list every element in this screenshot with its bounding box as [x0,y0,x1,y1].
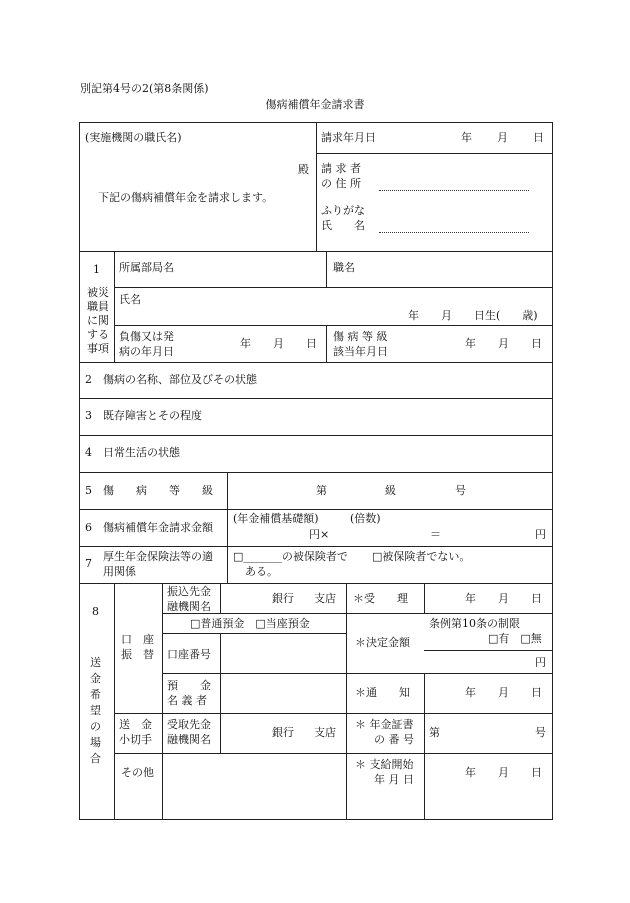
grade-date-label: 傷 病 等 級 [333,330,388,343]
divider [162,673,553,674]
dono: 殿 [298,163,309,176]
remittance-check-label: 送 金 [119,718,152,731]
bank-label: 融機関名 [167,600,211,613]
grade-date-label: 該当年月日 [333,345,388,358]
injury-date-label: 病の年月日 [119,345,174,358]
equals: ＝ [430,528,441,541]
divider [114,753,553,754]
branch-unit: 支店 [314,726,336,739]
section-number: 8 [92,605,99,618]
not-insured-option: □被保険者でない。 [372,550,471,563]
divider [79,509,553,510]
divider [220,713,221,753]
row6-label: 6 傷病補償年金請求金額 [85,521,213,534]
section8-vertical-label: 送金希望の場合 [90,656,101,765]
divider [79,472,553,473]
yen-unit: 円 [535,656,546,669]
divider [424,583,425,613]
payment-start-label: ＊ 支給開始 [355,758,414,771]
certificate-label: ＊ 年金証書 [355,718,414,731]
row4-label: 4 日常生活の状態 [85,446,180,459]
divider [79,435,553,436]
account-holder-label: 名 義 者 [167,694,207,707]
branch-unit: 支店 [314,592,336,605]
row7-label: 厚生年金保険法等の適 [103,550,213,563]
divider [162,613,553,614]
payment-start-label: 年 月 日 [374,773,414,786]
divider [79,251,553,252]
day-label: 日 [533,131,544,144]
row3-label: 3 既存障害とその程度 [85,409,202,422]
divider [114,583,115,820]
injury-date: 年 月 日 [240,337,317,350]
divider [424,650,553,651]
account-transfer-label: 口 座 [121,633,154,646]
address-line [379,190,529,191]
year-label: 年 [461,131,472,144]
certificate-label: の 番 号 [374,733,414,746]
recv-bank-label: 融機関名 [167,733,211,746]
grade-date: 年 月 日 [465,337,542,350]
receipt-date: 年 月 日 [465,592,542,605]
divider [79,583,553,584]
org-heading: (実施機関の職氏名) [85,131,182,144]
section-number: 1 [93,263,100,276]
account-number-label: 口座番号 [167,648,211,661]
row2-label: 2 傷病の名称、部位及びその状態 [85,373,257,386]
furigana-label: ふりがな [321,204,365,217]
divider [316,153,553,154]
divider [316,122,317,251]
name-line [379,232,529,233]
divider [162,583,163,820]
bank-unit: 銀行 [272,726,294,739]
divider [346,583,347,820]
form-title: 傷病補償年金請求書 [265,98,365,111]
yen-times: 円× [309,528,330,541]
divider [79,398,553,399]
decision-amount-label: ＊決定金額 [355,636,410,649]
insured-option: □_______の被保険者で [233,550,348,563]
divider [114,325,553,326]
deposit-type-options: □普通預金 □当座預金 [190,617,310,630]
insured-option-end: ある。 [245,565,278,578]
section1-vertical-label: 被災職員に関する事項 [87,286,109,355]
account-transfer-label: 振 替 [121,648,154,661]
bank-label: 振込先金 [167,585,211,598]
divider [424,673,425,820]
dept-label: 所属部局名 [119,261,174,274]
divider [162,633,346,634]
divider [114,713,553,714]
divider [227,472,228,583]
limit-label: 条例第10条の制限 [429,617,520,630]
injury-date-label: 負傷又は発 [119,330,174,343]
victim-name-label: 氏名 [119,293,141,306]
divider [220,633,221,673]
divider [114,251,115,362]
grade-dai: 第 [316,484,327,497]
other-label: その他 [121,766,154,779]
month-label: 月 [497,131,508,144]
remittance-check-label: 小切手 [119,733,152,746]
limit-options: □有 □無 [488,632,542,645]
birth-date: 年 月 日生( 歳) [408,309,538,322]
multiplier-label: (倍数) [350,512,381,525]
form-reference: 別記第4号の2(第8条関係) [80,82,209,95]
yen-unit: 円 [535,528,546,541]
divider [220,673,221,713]
row7-number: 7 [85,557,92,570]
divider [114,287,553,288]
grade-go: 号 [455,484,466,497]
divider [79,362,553,363]
address-label: 請 求 者 [321,162,361,175]
grade-kyu: 級 [385,484,396,497]
account-holder-label: 預 金 [167,679,211,692]
notice-label: ＊通 知 [355,686,410,699]
request-date-label: 請求年月日 [321,131,376,144]
receipt-label: ＊受 理 [353,592,408,605]
payment-start-date: 年 月 日 [465,766,542,779]
name-label: 氏 名 [321,219,365,232]
divider [326,251,327,287]
notice-date: 年 月 日 [465,686,542,699]
recv-bank-label: 受取先金 [167,718,211,731]
divider [79,546,553,547]
row7-label: 用関係 [103,565,136,578]
position-label: 職名 [333,261,355,274]
certificate-dai: 第 [429,726,440,739]
bank-unit: 銀行 [272,592,294,605]
row5-label: 5 傷 病 等 級 [85,484,213,497]
base-amount-label: (年金補償基礎額) [233,512,319,525]
request-text: 下記の傷病補償年金を請求します。 [98,191,274,204]
divider [326,325,327,362]
certificate-go: 号 [535,726,546,739]
address-label: の 住 所 [321,177,361,190]
divider [220,583,221,613]
